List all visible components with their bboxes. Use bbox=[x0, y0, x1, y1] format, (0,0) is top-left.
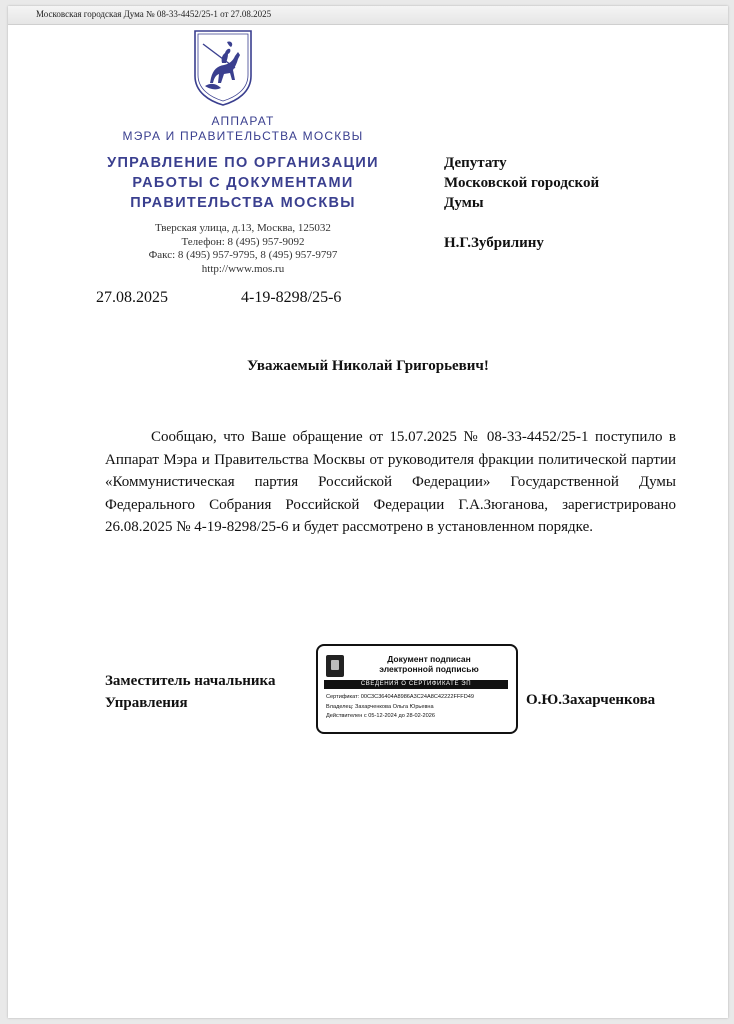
signatory-title bbox=[105, 670, 325, 714]
signatory-title-line2: Управления bbox=[105, 695, 188, 711]
electronic-signature-stamp bbox=[316, 644, 518, 734]
address: Тверская улица, д.13, Москва, 125032 bbox=[155, 222, 331, 234]
apparat-line2: МЭРА И ПРАВИТЕЛЬСТВА МОСКВЫ bbox=[122, 129, 364, 143]
signatory-name: О.Ю.Захарченкова bbox=[526, 692, 656, 708]
stamp-heading-line2: электронной подписью bbox=[379, 664, 479, 674]
stamp-certificate-bar: СВЕДЕНИЯ О СЕРТИФИКАТЕ ЭП bbox=[324, 680, 508, 689]
phone: Телефон: 8 (495) 957-9092 bbox=[181, 235, 305, 248]
greeting: Уважаемый Николай Григорьевич! bbox=[247, 358, 489, 374]
addressee-line3: Думы bbox=[444, 195, 484, 211]
apparat-heading bbox=[68, 114, 418, 144]
document-header-bar bbox=[8, 6, 728, 25]
fax: Факс: 8 (495) 957-9795, 8 (495) 957-9797 bbox=[148, 249, 338, 261]
stamp-certificate-info bbox=[326, 693, 512, 722]
moscow-coat-of-arms-icon bbox=[191, 28, 255, 106]
outgoing-number: 4-19-8298/25-6 bbox=[241, 289, 342, 306]
letter-body: Сообщаю, что Ваше обращение от 15.07.2025 № 08-33-4452/25-1 поступило в Аппарат Мэра и Правительства Москвы от руководителя фракции политической партии «Коммунистическая партия Российской Федерации» Государственной Думы Федерального Собрания Российской Федерации Г.А.Зюганова, зарегистрировано 26.08.2025 № 4-19-8298/25-6 и будет рассмотрено в установленном порядке. bbox=[105, 429, 676, 535]
dept-line1: УПРАВЛЕНИЕ ПО ОРГАНИЗАЦИИ bbox=[107, 155, 379, 171]
stamp-valid: Действителен с 05-12-2024 до 28-02-2026 bbox=[326, 713, 435, 719]
dept-line2: РАБОТЫ С ДОКУМЕНТАМИ bbox=[132, 175, 354, 191]
registration-stamp-text: Московская городская Дума № 08-33-4452/25-1 от 27.08.2025 bbox=[36, 9, 272, 19]
contact-block bbox=[68, 222, 418, 276]
stamp-owner: Владелец: Захарченкова Ольга Юрьевна bbox=[326, 703, 434, 710]
stamp-heading-line1: Документ подписан bbox=[387, 654, 471, 664]
stamp-heading bbox=[354, 654, 504, 674]
addressee-line1: Депутату bbox=[444, 155, 507, 171]
signatory-title-line1: Заместитель начальника bbox=[105, 673, 276, 689]
apparat-line1: АППАРАТ bbox=[211, 114, 275, 128]
stamp-certificate: Сертификат: 00C3C36404A8986A3C24A8C42222FFFD49 bbox=[326, 694, 474, 700]
moscow-emblem-icon bbox=[326, 655, 344, 677]
outgoing-date: 27.08.2025 bbox=[96, 289, 168, 306]
addressee-block bbox=[444, 153, 704, 253]
document-page bbox=[8, 6, 728, 1018]
dept-line3: ПРАВИТЕЛЬСТВА МОСКВЫ bbox=[130, 195, 356, 211]
website-link[interactable]: http://www.mos.ru bbox=[201, 262, 285, 275]
addressee-name: Н.Г.Зубрилину bbox=[444, 235, 544, 251]
department-name bbox=[68, 153, 418, 213]
addressee-line2: Московской городской bbox=[444, 175, 600, 191]
